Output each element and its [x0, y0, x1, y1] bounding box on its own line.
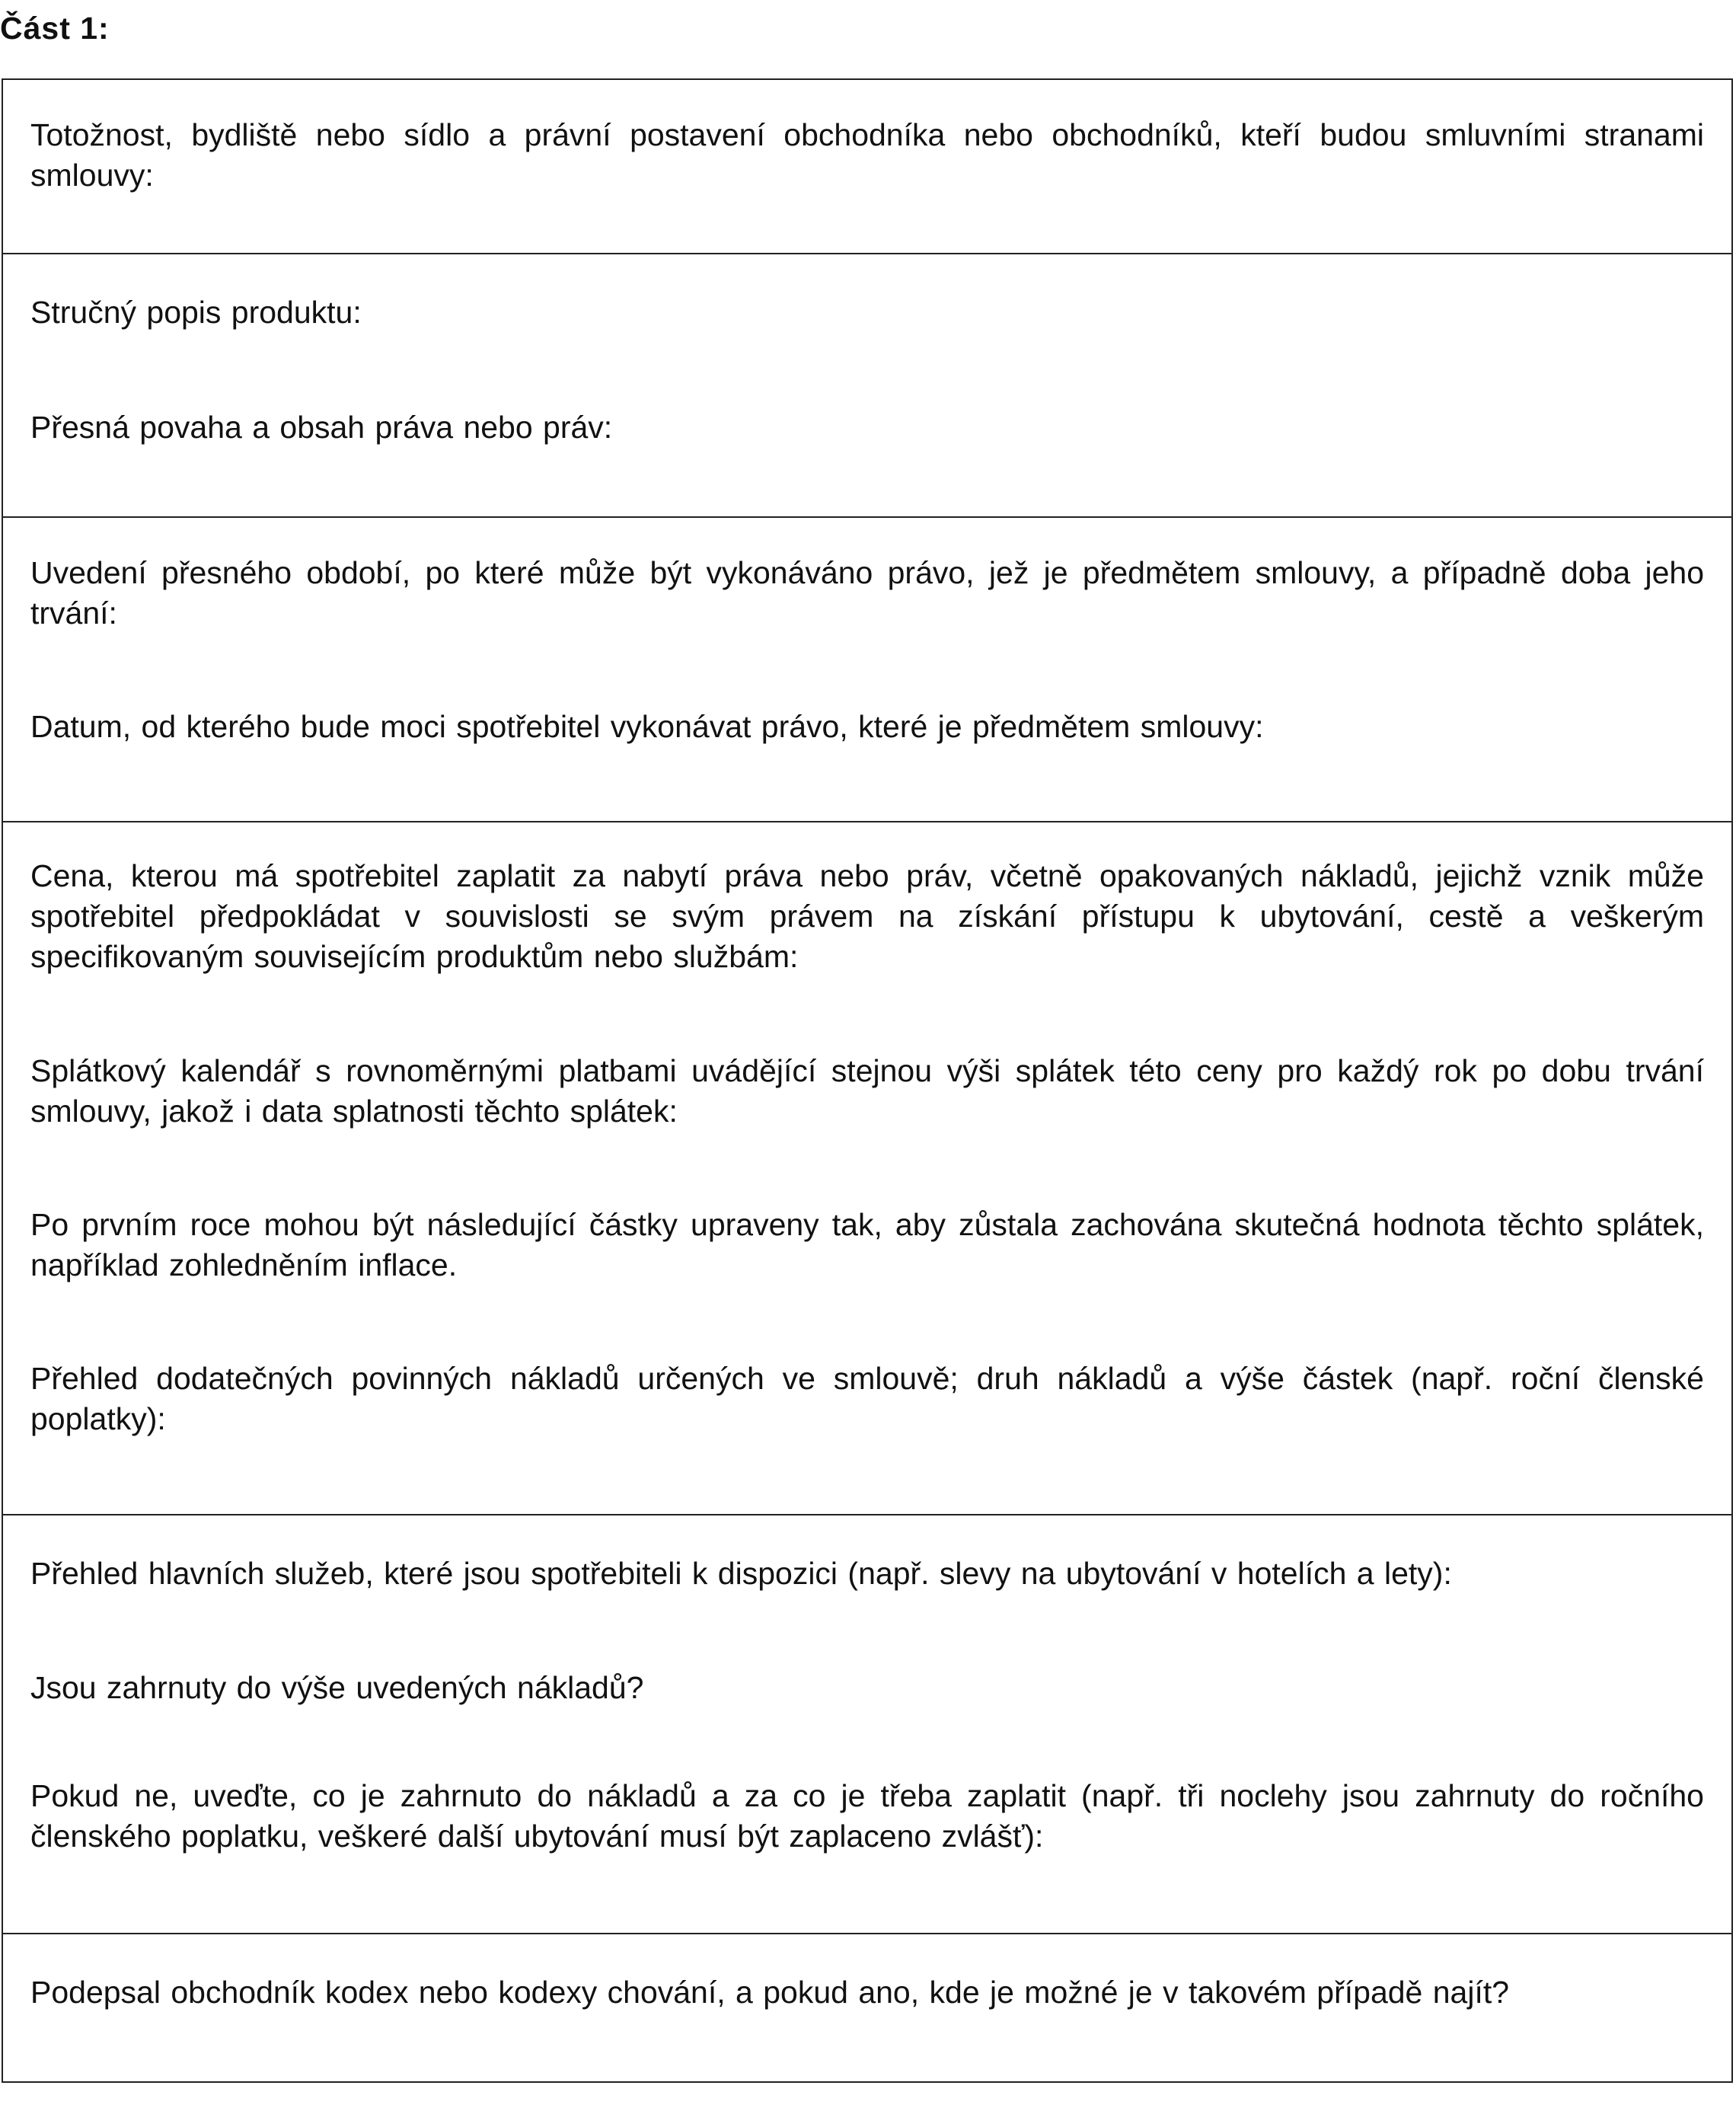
information-form — [2, 78, 1733, 2083]
section-product-description — [3, 254, 1731, 518]
page-heading: Část 1: — [0, 11, 110, 46]
field-not-included: Pokud ne, uveďte, co je zahrnuto do nákladů a za co je třeba zaplatit (např. tři noclehy jsou zahrnuty do ročního členského poplatku, veškeré další ubytování musí být zaplaceno zvlášť): — [30, 1778, 1704, 1854]
field-right-nature: Přesná povaha a obsah práva nebo práv: — [30, 410, 613, 445]
field-amount-adjustment: Po prvním roce mohou být následující částky upraveny tak, aby zůstala zachována skutečná hodnota těchto splátek, například zohledněním inflace. — [30, 1207, 1704, 1282]
field-trader-identity: Totožnost, bydliště nebo sídlo a právní postavení obchodníka nebo obchodníků, kteří budou smluvními stranami smlouvy: — [30, 117, 1704, 193]
field-exercise-period: Uvedení přesného období, po které může být vykonáváno právo, jež je předmětem smlouvy, a případně doba jeho trvání: — [30, 555, 1704, 631]
section-trader-identity — [3, 80, 1731, 254]
section-period — [3, 518, 1731, 822]
field-additional-costs: Přehled dodatečných povinných nákladů určených ve smlouvě; druh nákladů a výše částek (např. roční členské poplatky): — [30, 1361, 1704, 1436]
field-payment-schedule: Splátkový kalendář s rovnoměrnými platbami uvádějící stejnou výši splátek této ceny pro každý rok po dobu trvání smlouvy, jakož i data splatnosti těchto splátek: — [30, 1053, 1704, 1129]
field-price: Cena, kterou má spotřebitel zaplatit za nabytí práva nebo práv, včetně opakovaných nákladů, jejichž vznik může spotřebitel předpokládat v souvislosti se svým právem na získání přístupu k ubytování, cestě a veškerým specifikovaným souvisejícím produktům nebo službám: — [30, 858, 1704, 974]
section-price — [3, 822, 1731, 1515]
section-code-of-conduct — [3, 1934, 1731, 2081]
field-main-services: Přehled hlavních služeb, které jsou spotřebiteli k dispozici (např. slevy na ubytování v hotelích a lety): — [30, 1556, 1452, 1591]
field-code-of-conduct: Podepsal obchodník kodex nebo kodexy chování, a pokud ano, kde je možné je v takovém případě najít? — [30, 1975, 1510, 2010]
field-product-description: Stručný popis produktu: — [30, 295, 362, 330]
field-included-question: Jsou zahrnuty do výše uvedených nákladů? — [30, 1670, 644, 1705]
section-services — [3, 1515, 1731, 1934]
field-start-date: Datum, od kterého bude moci spotřebitel vykonávat právo, které je předmětem smlouvy: — [30, 709, 1264, 744]
